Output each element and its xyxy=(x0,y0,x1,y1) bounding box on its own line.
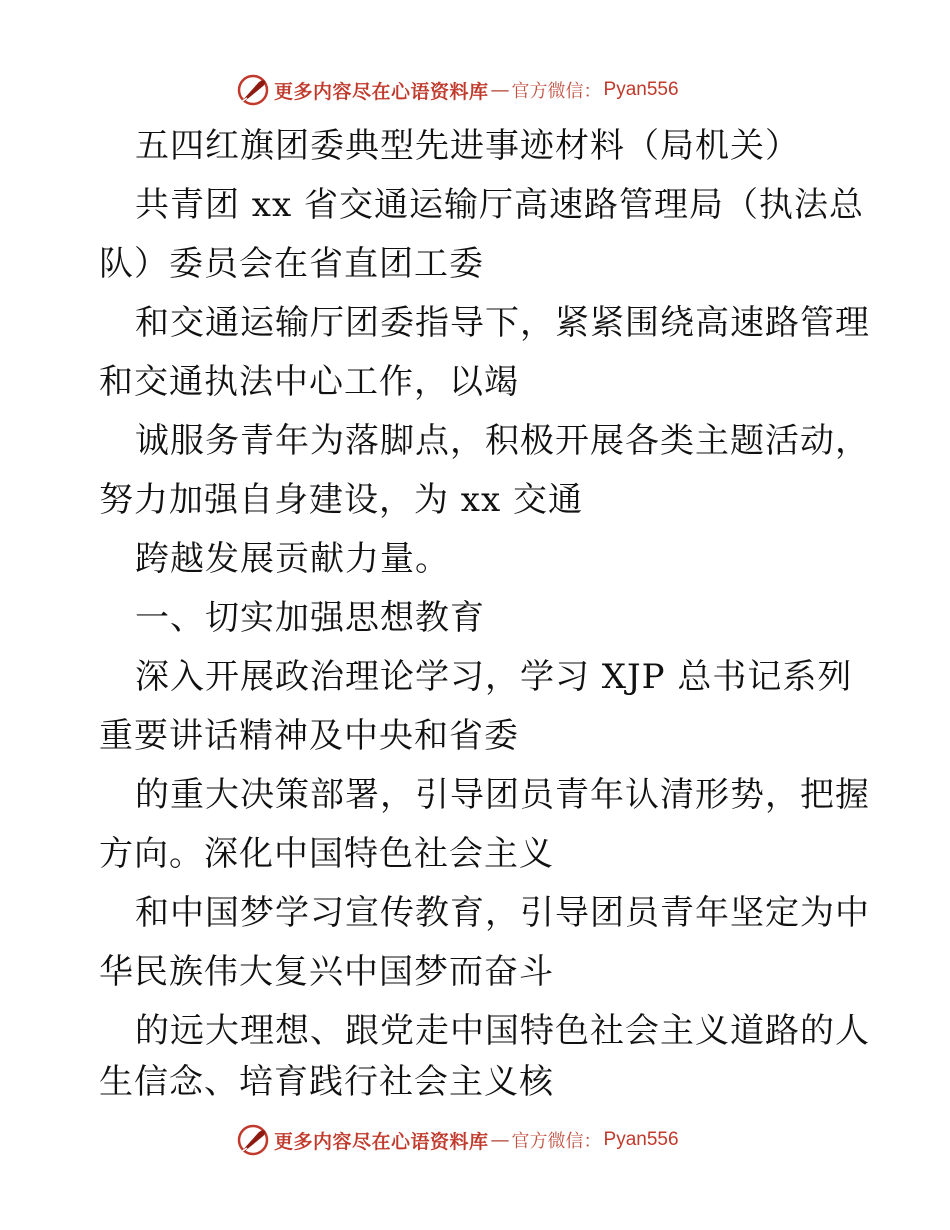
paragraph-line: 生信念、培育践行社会主义核 xyxy=(99,1062,554,1102)
paragraph-line: 华民族伟大复兴中国梦而奋斗 xyxy=(99,952,554,992)
watermark-wechat-label: 官方微信： xyxy=(511,1131,602,1152)
document-title: 五四红旗团委典型先进事迹材料（局机关） xyxy=(135,126,800,166)
paragraph-line: 共青团 xx 省交通运输厅高速路管理局（执法总 xyxy=(135,185,864,225)
watermark-banner-bottom xyxy=(236,1122,679,1158)
paragraph-line: 队）委员会在省直团工委 xyxy=(99,244,484,284)
watermark-wechat-id: Pyan556 xyxy=(603,1129,679,1150)
paragraph-line: 跨越发展贡献力量。 xyxy=(135,539,450,579)
paragraph-line: 的重大决策部署，引导团员青年认清形势，把握 xyxy=(135,775,870,815)
paragraph-line: 和交通执法中心工作，以竭 xyxy=(99,362,519,402)
paragraph-line: 的远大理想、跟党走中国特色社会主义道路的人 xyxy=(135,1011,870,1051)
watermark-wechat-id: Pyan556 xyxy=(603,79,679,100)
paragraph-line: 和交通运输厅团委指导下，紧紧围绕高速路管理 xyxy=(135,303,870,343)
paragraph-line: 深入开展政治理论学习，学习 XJP 总书记系列 xyxy=(135,657,853,697)
paragraph-line: 和中国梦学习宣传教育，引导团员青年坚定为中 xyxy=(135,893,870,933)
quill-pen-logo-icon xyxy=(236,1123,270,1157)
paragraph-line: 方向。深化中国特色社会主义 xyxy=(99,834,554,874)
paragraph-line: 诚服务青年为落脚点，积极开展各类主题活动， xyxy=(135,421,870,461)
paragraph-line: 重要讲话精神及中央和省委 xyxy=(99,716,519,756)
watermark-text: 更多内容尽在心语资料库 xyxy=(274,80,489,103)
watermark-text: 更多内容尽在心语资料库 xyxy=(274,1130,489,1153)
watermark-wechat-label: 官方微信： xyxy=(511,81,602,102)
paragraph-line: 努力加强自身建设，为 xx 交通 xyxy=(99,480,583,520)
watermark-dash: — xyxy=(490,79,510,101)
watermark-dash: — xyxy=(490,1129,510,1151)
section-heading: 一、切实加强思想教育 xyxy=(135,598,485,638)
